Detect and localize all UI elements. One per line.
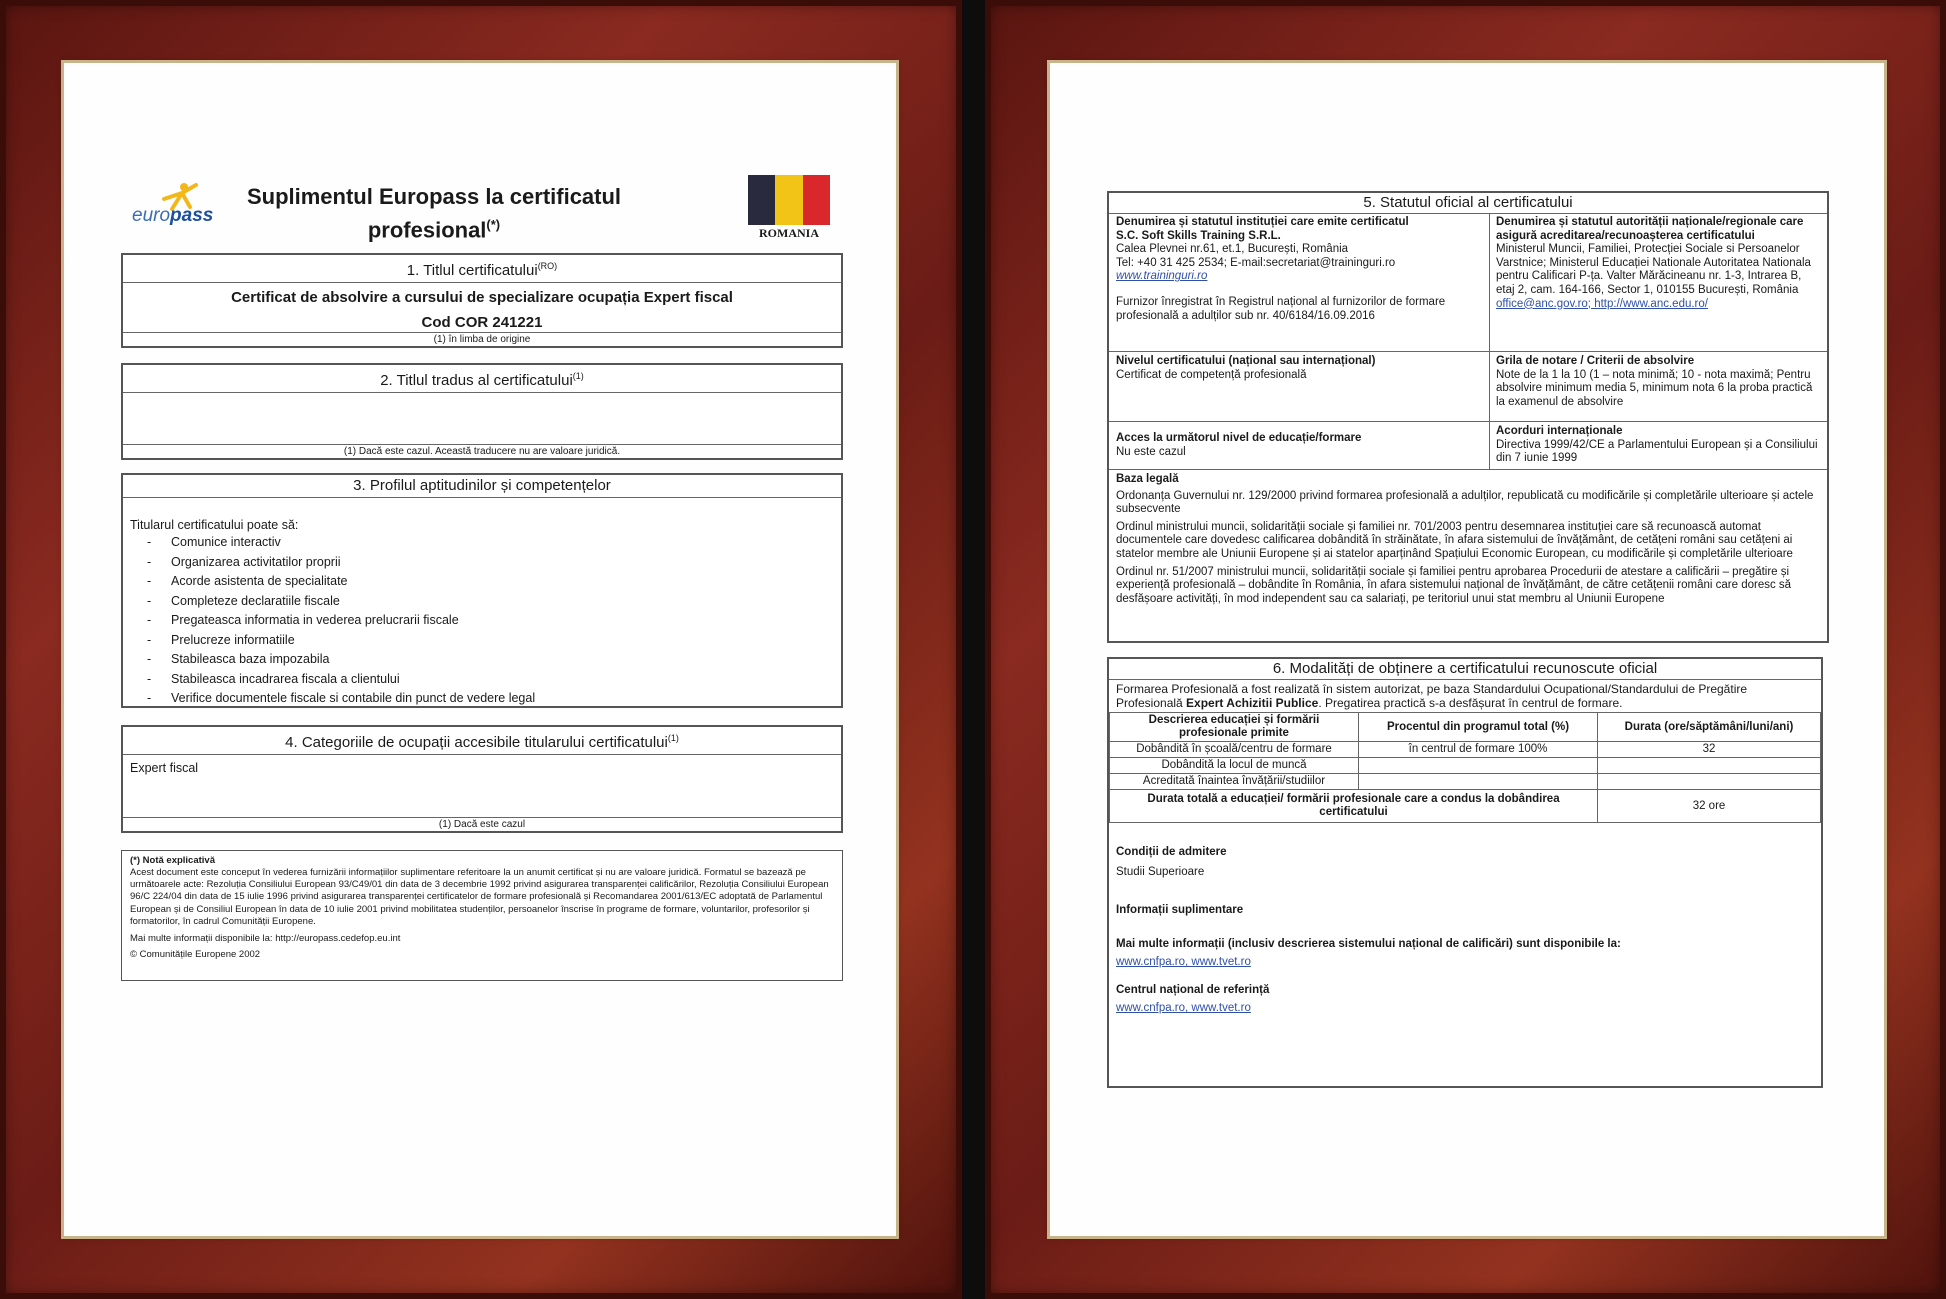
s6-intro: Formarea Profesională a fost realizată în sistem autorizat, pe baza Standardului Ocupational/Standardului de Pregătire Profesională Expert Achizitii Publice. Pregatirea practică s-a desfășurat în centrul de formare. (1116, 682, 1748, 710)
legal-basis-block: Baza legală Ordonanța Guvernului nr. 129/2000 privind formarea profesională a adulților, republicată cu modificările și completările ulterioare și actele subsecvente Ordinul ministrului muncii, solidarității sociale și familiei nr. 701/2003 pentru desemnarea instituției care să recunoască automat documentele care dovedesc calificarea dobândită în străinătate, în afara sistemului de învățământ, de cetățeni români sau cetățeni ai statelor membre ale Uniunii Europene și ai statelor aparținând Spațiului Economic European, cu modificările și completările ulterioare Ordinul nr. 51/2007 ministrului muncii, solidarității sociale și familiei pentru aprobarea Procedurii de atestare a calificării – pregătire și experiență profesională – dobândite în România, în afara sistemului național de învățământ, de către cetățenii români care doresc să desfășoare activități, în mod independent sau ca salariați, pe teritoriul unui stat membru al Uniunii Europene (1116, 473, 1814, 605)
methods-table: Descrierea educației și formării profesionale primite Procentul din programul total (%) Durata (ore/săptămâni/luni/ani) Dobândită în școală/centru de formare în centrul de formare 100% 32 Dobândită la locul de muncă Acreditată înaintea învățării/studiilor Durata totală a educației/ formării profesionale care a condus la dobândirea certificatului 32 ore (1109, 712, 1821, 823)
table-row: Dobândită în școală/centru de formare în centrul de formare 100% 32 (1110, 742, 1821, 758)
list-item: - Verifice documentele fiscale si contabile din punct de vedere legal (123, 689, 841, 709)
list-item: - Comunice interactiv (123, 533, 841, 553)
list-item: - Stabileasca baza impozabila (123, 650, 841, 670)
romania-flag (748, 175, 830, 225)
list-item: - Acorde asistenta de specialitate (123, 572, 841, 592)
authority-block: Denumirea și statutul autorității naționale/regionale care asigură acreditarea/recunoașterea certificatului Ministerul Muncii, Familiei, Protecției Sociale si Persoanelor Varstnice; Ministerul Educației Nationale Autoritatea Nationala pentru Calificari P-ța. Valter Mărăcineanu nr. 1-3, Intrarea B, etaj 2, cam. 164-166, Sector 1, 010155 București, România office@anc.gov.ro; http://www.anc.edu.ro/ (1489, 213, 1827, 314)
more-info-links[interactable]: www.cnfpa.ro, www.tvet.ro (1116, 956, 1251, 968)
skills-list (123, 533, 841, 709)
list-item: - Organizarea activitatilor proprii (123, 553, 841, 573)
list-item: - Completeze declaratiile fiscale (123, 592, 841, 612)
logo-pass: pass (170, 205, 214, 226)
reference-center-links[interactable]: www.cnfpa.ro, www.tvet.ro (1116, 1002, 1251, 1014)
issuer-website-link[interactable]: www.traininguri.ro (1116, 270, 1208, 283)
europass-logo (132, 181, 242, 229)
table-row: Acreditată înaintea învățării/studiilor (1110, 774, 1821, 790)
certificate-code: Cod COR 241221 (421, 314, 543, 331)
page-title: Suplimentul Europass la certificatul profesional(*) (246, 184, 622, 243)
section-2-translated-title: 2. Titlul tradus al certificatului$^{(1)}$ (1) Dacă este cazul. Această traducere nu are valoare juridică. (121, 363, 843, 460)
section-5-status: 5. Statutul oficial al certificatului Denumirea și statutul instituției care emite certificatul S.C. Soft Skills Training S.R.L. Calea Plevnei nr.61, et.1, București, România Tel: +40 31 425 2534; E-mail:secretariat@traininguri.ro www.traininguri.ro Furnizor înregistrat în Registrul național al furnizorilor de formare profesională a adulților sub nr. 40/6184/16.09.2016 Denumirea și statutul autorității naționale/regionale care asigură acreditarea/recunoașterea certificatului Ministerul Muncii, Familiei, Protecției Sociale si Persoanelor Varstnice; Ministerul Educației Nationale Autoritatea Nationala pentru Calificari P-ța. Valter Mărăcineanu nr. 1-3, Intrarea B, etaj 2, cam. 164-166, Sector 1, 010155 București, România office@anc.gov.ro; http://www.anc.edu.ro/ Nivelul certificatului (național sau internațional) Certificat de competență profesională Grila de notare / Criterii de absolvire Note de la 1 la 10 (1 – nota minimă; 10 - nota maximă; Pentru absolvire minimum media 5, minimum nota 6 la proba practică la examenul de absolvire Acces la următorul nivel de educație/formare Nu este cazul Acorduri internaționale Directiva 1999/42/CE a Parlamentului European și a Consiliului din 7 iunie 1999 Baza legală Ordonanța Guvernului nr. 129/2000 privind formarea profesională a adulților, republicată cu modificările și completările ulterioare și actele subsecvente Ordinul ministrului muncii, solidarității sociale și familiei nr. 701/2003 pentru desemnarea instituției care să recunoască automat documentele care dovedesc calificarea dobândită în străinătate, în afara sistemului de învățământ, de cetățeni români sau cetățeni ai statelor membre ale Uniunii Europene și ai statelor aparținând Spațiului Economic European, cu modificările și completările ulterioare Ordinul nr. 51/2007 ministrului muncii, solidarității sociale și familiei pentru aprobarea Procedurii de atestare a calificării – pregătire și experiență profesională – dobândite în România, în afara sistemului național de învățământ, de către cetățenii români care doresc să desfășoare activități, în mod independent sau ca salariați, pe teritoriul unui stat membru al Uniunii Europene (1107, 191, 1829, 643)
admission-label: Condiții de admitere (1116, 846, 1227, 858)
list-item: - Prelucreze informatiile (123, 631, 841, 651)
authority-links[interactable]: office@anc.gov.ro; http://www.anc.edu.ro/ (1496, 297, 1708, 310)
table-row: Dobândită la locul de muncă (1110, 758, 1821, 774)
level-block: Nivelul certificatului (național sau internațional) Certificat de competență profesională (1116, 355, 1376, 381)
access-block: Acces la următorul nivel de educație/formare Nu este cazul (1116, 432, 1362, 458)
right-page (1050, 63, 1884, 1236)
country-label: ROMANIA (759, 226, 819, 240)
certificate-name: Certificat de absolvire a cursului de specializare ocupația Expert fiscal (231, 289, 733, 306)
list-item: - Pregateasca informatia in vederea prelucrarii fiscale (123, 611, 841, 631)
logo-euro: euro (132, 205, 171, 226)
list-item: - Stabileasca incadrarea fiscala a clientului (123, 670, 841, 690)
issuer-block: Denumirea și statutul instituției care emite certificatul S.C. Soft Skills Training S.R.L. Calea Plevnei nr.61, et.1, București, România Tel: +40 31 425 2534; E-mail:secretariat@traininguri.ro www.traininguri.ro Furnizor înregistrat în Registrul național al furnizorilor de formare profesională a adulților sub nr. 40/6184/16.09.2016 (1109, 213, 1489, 326)
section-6-methods: 6. Modalități de obținere a certificatului recunoscute oficial Formarea Profesională a fost realizată în sistem autorizat, pe baza Standardului Ocupational/Standardului de Pregătire Profesională Expert Achizitii Publice. Pregatirea practică s-a desfășurat în centrul de formare. Descrierea educației și formării profesionale primite Procentul din programul total (%) Durata (ore/săptămâni/luni/ani) Dobândită în școală/centru de formare în centrul de formare 100% 32 Dobândită la locul de muncă Acreditată înaintea învățării/studiilor Durata totală a educației/ formării profesionale care a condus la dobândirea certificatului 32 ore Condiții de admitere Studii Superioare Informații suplimentare Mai multe informații (inclusiv descrierea sistemului național de calificări) sunt disponibile la: www.cnfpa.ro, www.tvet.ro Centrul național de referință www.cnfpa.ro, www.tvet.ro (1107, 657, 1823, 1088)
section-1-title: 1. Titlul certificatului$^{(RO)}$ Certificat de absolvire a cursului de specializare ocupația Expert fiscal Cod COR 241221 (1) în limba de origine (121, 253, 843, 348)
left-page (64, 63, 896, 1236)
grading-block: Grila de notare / Criterii de absolvire Note de la 1 la 10 (1 – nota minimă; 10 - nota maximă; Pentru absolvire minimum media 5, minimum nota 6 la proba practică la examenul de absolvire (1496, 355, 1813, 408)
section-4-occupations: 4. Categoriile de ocupații accesibile titularului certificatului$^{(1)}$ Expert fiscal (1) Dacă este cazul (121, 725, 843, 833)
explanatory-note: (*) Notă explicativă Acest document este conceput în vederea furnizării informațiilor suplimentare referitoare la un anumit certificat și nu are valoare juridică. Formatul se bazează pe următoarele acte: Rezoluția Consiliului European 93/C49/01 din data de 3 decembrie 1992 privind asigurarea transparenței calificărilor, Rezoluția Consiliului European 96/C 224/04 din data de 15 iulie 1996 privind asigurarea transparenței certificatelor de formare profesională și Recomandarea 2001/613/EC adoptată de Parlamentul European și de Consiliul European în data de 10 iulie 2001 privind mobilitatea studenților, persoanelor înscrise în programe de formare, voluntarilor, profesorilor și formatorilor, în cadrul Comunității Europene. Mai multe informații disponibile la: http://europass.cedefop.eu.int © Comunitățile Europene 2002 (121, 850, 843, 981)
agreements-block: Acorduri internaționale Directiva 1999/42/CE a Parlamentului European și a Consiliului din 7 iunie 1999 (1496, 425, 1818, 465)
table-row-total: Durata totală a educației/ formării profesionale care a condus la dobândirea certificatului 32 ore (1110, 790, 1821, 823)
section-3-skills: 3. Profilul aptitudinilor și competențelor Titularul certificatului poate să: - Comunice interactiv - Organizarea activitatilor proprii - Acorde asistenta de specialitate - Completeze declaratiile fiscale - Pregateasca informatia in vederea prelucrarii fiscale - Prelucreze informatiile - Stabileasca baza impozabila - Stabileasca incadrarea fiscala a clientului - Verifice documentele fiscale si contabile din punct de vedere legal (121, 473, 843, 708)
